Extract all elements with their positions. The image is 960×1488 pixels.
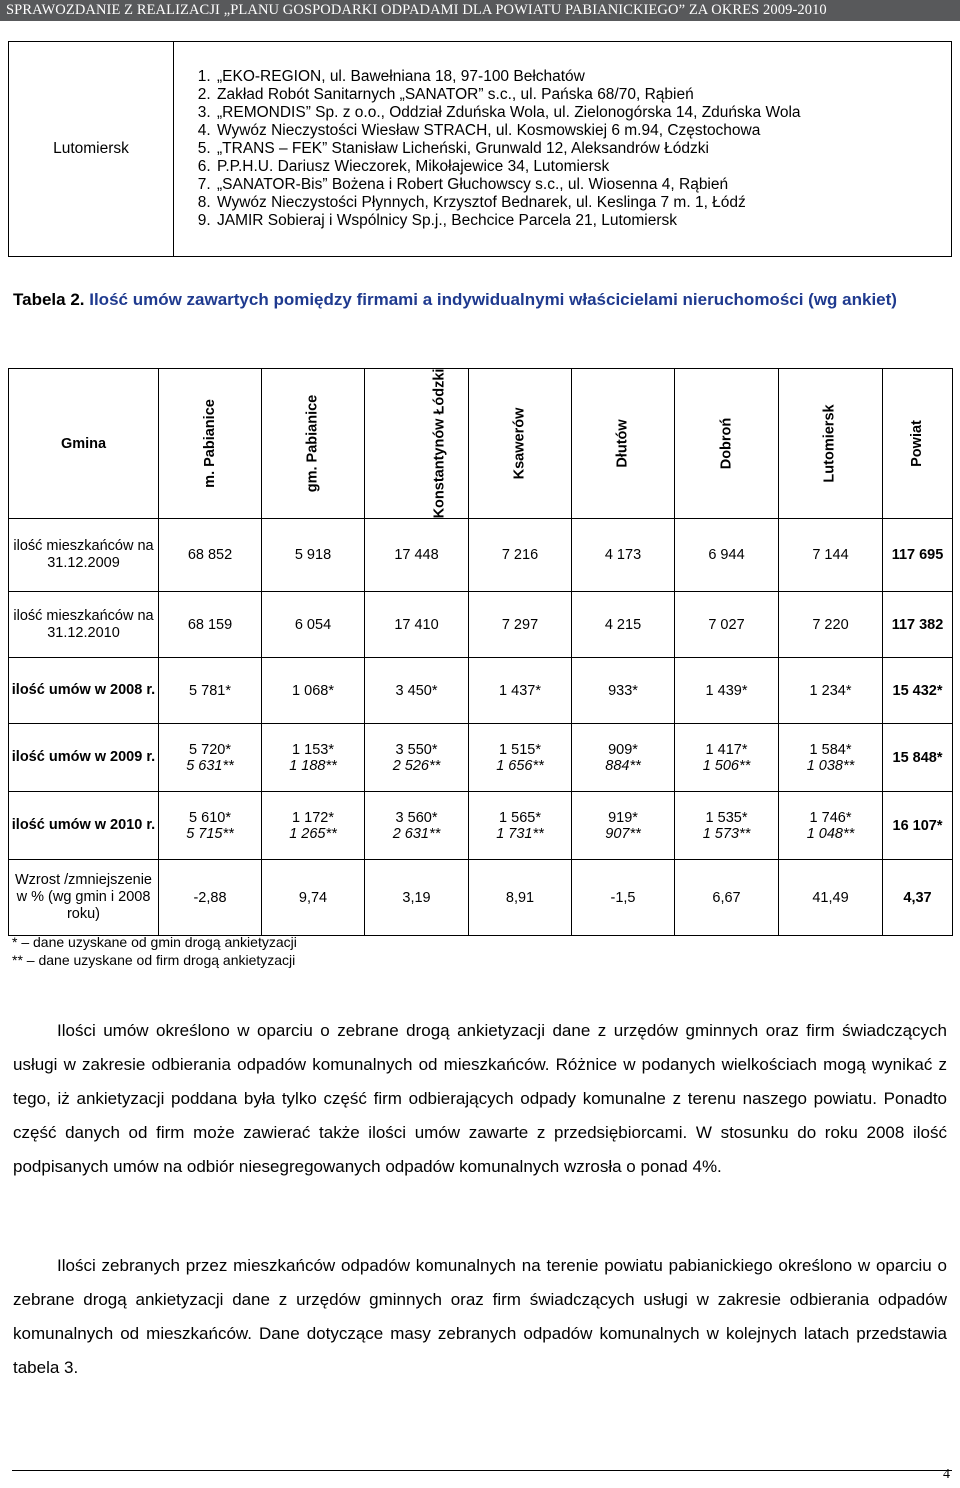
footnotes bbox=[12, 933, 297, 969]
table-cell: 7 220 bbox=[779, 592, 883, 658]
firm-item: 8. Wywóz Nieczystości Płynnych, Krzysztof Bednarek, ul. Keslinga 7 m. 1, Łódź bbox=[215, 194, 950, 212]
table-cell: 68 852 bbox=[159, 519, 262, 592]
body-paragraph: Ilości zebranych przez mieszkańców odpadów komunalnych na terenie powiatu pabianickiego określono w oparciu o zebrane drogą ankietyzacji dane z urzędów gminnych oraz firm świadczących usługi w zakresie odbierania odpadów komunalnych od mieszkańców. Dane dotyczące masy zebranych odpadów komunalnych w kolejnych latach przedstawia tabela 3. bbox=[13, 1256, 947, 1377]
firm-item: 4. Wywóz Nieczystości Wiesław STRACH, ul. Kosmowskiej 6 m.94, Częstochowa bbox=[215, 122, 950, 140]
header-column: m. Pabianice bbox=[159, 369, 262, 519]
table-cell: 4 215 bbox=[572, 592, 675, 658]
page-number: 4 bbox=[943, 1467, 950, 1482]
total-cell: 117 695 bbox=[883, 519, 953, 592]
header-column: Lutomiersk bbox=[779, 369, 883, 519]
table-cell: 1 234* bbox=[779, 658, 883, 724]
table-row bbox=[9, 658, 953, 724]
firms-list-cell bbox=[174, 42, 952, 257]
page-header: SPRAWOZDANIE Z REALIZACJI „PLANU GOSPODARKI ODPADAMI DLA POWIATU PABIANICKIEGO” ZA OKRES 2009-2010 bbox=[0, 0, 960, 21]
table-cell: 1 172* 1 265** bbox=[262, 792, 365, 860]
table-cell: 933* bbox=[572, 658, 675, 724]
table-cell: 1 068* bbox=[262, 658, 365, 724]
table-cell: 5 610* 5 715** bbox=[159, 792, 262, 860]
table-cell: 5 781* bbox=[159, 658, 262, 724]
table-cell: 7 216 bbox=[469, 519, 572, 592]
firm-item: 9. JAMIR Sobieraj i Wspólnicy Sp.j., Bechcice Parcela 21, Lutomiersk bbox=[215, 212, 950, 230]
table-cell: -2,88 bbox=[159, 860, 262, 936]
table-cell: 3,19 bbox=[365, 860, 469, 936]
table-cell: 68 159 bbox=[159, 592, 262, 658]
table-row bbox=[9, 592, 953, 658]
table-caption-text: Ilość umów zawartych pomiędzy firmami a indywidualnymi właścicielami nieruchomości (wg ankiet) bbox=[89, 290, 897, 309]
total-cell: 15 848* bbox=[883, 724, 953, 792]
table-cell: 5 720* 5 631** bbox=[159, 724, 262, 792]
table-cell: 919* 907** bbox=[572, 792, 675, 860]
row-label: Wzrost /zmniejszenie w % (wg gmin i 2008 roku) bbox=[9, 860, 159, 936]
table-cell: 4 173 bbox=[572, 519, 675, 592]
table-cell: 7 027 bbox=[675, 592, 779, 658]
page-footer bbox=[12, 1467, 952, 1482]
total-cell: 16 107* bbox=[883, 792, 953, 860]
header-gmina: Gmina bbox=[9, 369, 159, 519]
table-cell: -1,5 bbox=[572, 860, 675, 936]
table-cell: 3 550* 2 526** bbox=[365, 724, 469, 792]
table-cell: 17 448 bbox=[365, 519, 469, 592]
row-label: ilość mieszkańców na 31.12.2010 bbox=[9, 592, 159, 658]
table-cell: 6,67 bbox=[675, 860, 779, 936]
firm-item: 1. „EKO-REGION, ul. Bawełniana 18, 97-100 Bełchatów bbox=[215, 68, 950, 86]
row-label: ilość mieszkańców na 31.12.2009 bbox=[9, 519, 159, 592]
table-cell: 7 297 bbox=[469, 592, 572, 658]
footnote: * – dane uzyskane od gmin drogą ankietyzacji bbox=[12, 934, 297, 950]
table-cell: 1 535* 1 573** bbox=[675, 792, 779, 860]
table-cell: 1 565* 1 731** bbox=[469, 792, 572, 860]
table-cell: 1 153* 1 188** bbox=[262, 724, 365, 792]
firm-item: 6. P.P.H.U. Dariusz Wieczorek, Mikołajewice 34, Lutomiersk bbox=[215, 158, 950, 176]
table-cell: 7 144 bbox=[779, 519, 883, 592]
table-cell: 909* 884** bbox=[572, 724, 675, 792]
table-cell: 1 746* 1 048** bbox=[779, 792, 883, 860]
table-cell: 3 450* bbox=[365, 658, 469, 724]
table-row bbox=[9, 792, 953, 860]
table-cell: 9,74 bbox=[262, 860, 365, 936]
header-column: Konstantynów Łódzki bbox=[365, 369, 469, 519]
table-cell: 3 560* 2 631** bbox=[365, 792, 469, 860]
firms-gmina-cell: Lutomiersk bbox=[9, 42, 174, 257]
table-caption bbox=[13, 283, 948, 316]
table-cell: 17 410 bbox=[365, 592, 469, 658]
header-column: Ksawerów bbox=[469, 369, 572, 519]
row-label: ilość umów w 2008 r. bbox=[9, 658, 159, 724]
footnote: ** – dane uzyskane od firm drogą ankietyzacji bbox=[12, 952, 296, 968]
firms-table bbox=[8, 41, 952, 257]
total-cell: 117 382 bbox=[883, 592, 953, 658]
table-cell: 1 417* 1 506** bbox=[675, 724, 779, 792]
table-row bbox=[9, 860, 953, 936]
table-caption-label: Tabela 2. bbox=[13, 290, 85, 309]
table-cell: 1 584* 1 038** bbox=[779, 724, 883, 792]
header-column: Dłutów bbox=[572, 369, 675, 519]
firms-list bbox=[175, 68, 950, 230]
table-cell: 8,91 bbox=[469, 860, 572, 936]
table-header-row bbox=[9, 369, 953, 519]
firm-item: 3. „REMONDIS” Sp. z o.o., Oddział Zduńska Wola, ul. Zielonogórska 14, Zduńska Wola bbox=[215, 104, 950, 122]
table-cell: 1 437* bbox=[469, 658, 572, 724]
table-cell: 41,49 bbox=[779, 860, 883, 936]
firm-item: 7. „SANATOR-Bis” Bożena i Robert Głuchowscy s.c., ul. Wiosenna 4, Rąbień bbox=[215, 176, 950, 194]
total-cell: 15 432* bbox=[883, 658, 953, 724]
table-row bbox=[9, 519, 953, 592]
table-cell: 6 054 bbox=[262, 592, 365, 658]
header-column: Powiat bbox=[883, 369, 953, 519]
header-column: Dobroń bbox=[675, 369, 779, 519]
table-row bbox=[9, 724, 953, 792]
firm-item: 5. „TRANS – FEK” Stanisław Licheński, Grunwald 12, Aleksandrów Łódzki bbox=[215, 140, 950, 158]
header-column: gm. Pabianice bbox=[262, 369, 365, 519]
row-label: ilość umów w 2009 r. bbox=[9, 724, 159, 792]
table-cell: 5 918 bbox=[262, 519, 365, 592]
body-paragraph: Ilości umów określono w oparciu o zebrane drogą ankietyzacji dane z urzędów gminnych oraz firm świadczących usługi w zakresie odbierania odpadów komunalnych od mieszkańców. Różnice w podanych wielkościach mogą wynikać z tego, iż ankietyzacji poddana była tylko część firm odbierających odpady komunalne z terenu naszego powiatu. Ponadto część danych od firm może zawierać także ilości umów zawarte z przedsiębiorcami. W stosunku do roku 2008 ilość podpisanych umów na odbiór niesegregowanych odpadów komunalnych wzrosła o ponad 4%. bbox=[13, 1021, 947, 1176]
table-cell: 1 439* bbox=[675, 658, 779, 724]
row-label: ilość umów w 2010 r. bbox=[9, 792, 159, 860]
contracts-table bbox=[8, 368, 953, 936]
total-cell: 4,37 bbox=[883, 860, 953, 936]
table-cell: 6 944 bbox=[675, 519, 779, 592]
table-cell: 1 515* 1 656** bbox=[469, 724, 572, 792]
firm-item: 2. Zakład Robót Sanitarnych „SANATOR” s.c., ul. Pańska 68/70, Rąbień bbox=[215, 86, 950, 104]
